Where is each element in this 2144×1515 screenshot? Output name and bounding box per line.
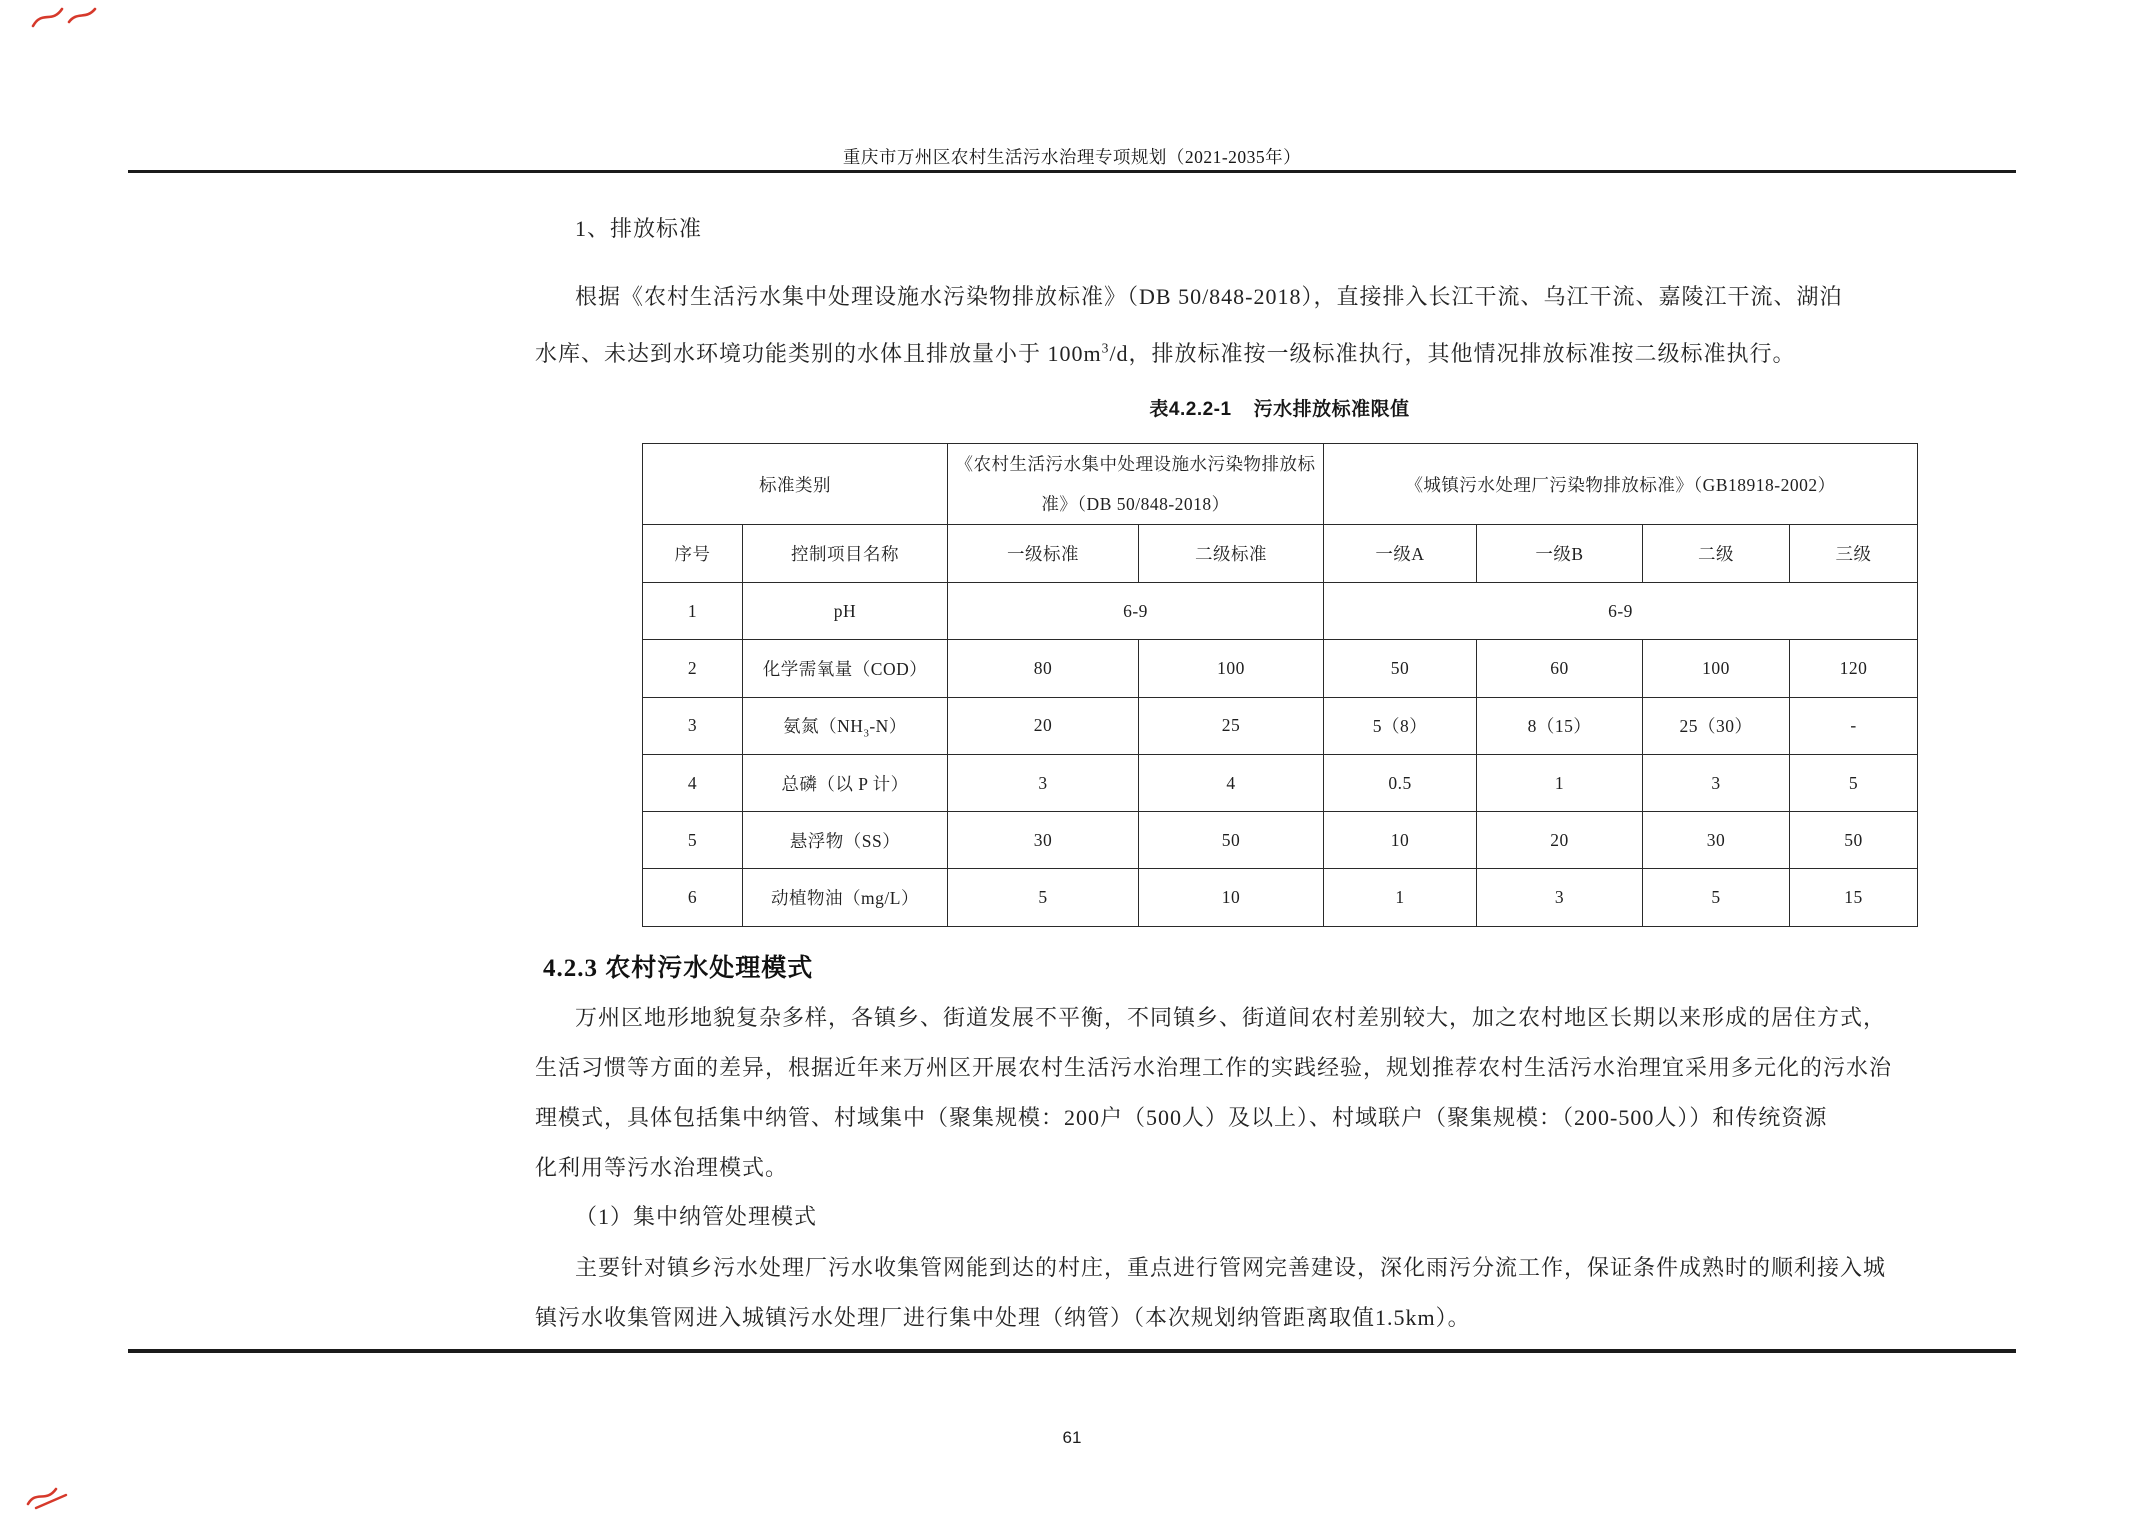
table-cell: 4: [1139, 754, 1324, 811]
table-header-cell: 一级A: [1324, 525, 1477, 583]
paragraph-line: 理模式，具体包括集中纳管、村域集中（聚集规模：200户（500人）及以上）、村域联户（聚集规模：（200-500人））和传统资源: [535, 1105, 1828, 1130]
table-header-cell: 标准类别: [643, 444, 948, 525]
header-rule: [128, 170, 2016, 173]
table-header-cell: 一级B: [1477, 525, 1643, 583]
section-heading-discharge-standards: 1、排放标准: [575, 216, 703, 241]
table-row: [643, 640, 1918, 697]
table-cell: 悬浮物（SS）: [743, 812, 948, 869]
table-cell: 25: [1139, 697, 1324, 754]
table-caption: [642, 394, 1917, 421]
paragraph-line: 镇污水收集管网进入城镇污水处理厂进行集中处理（纳管）（本次规划纳管距离取值1.5km）。: [535, 1305, 1471, 1330]
table-cell: 60: [1477, 640, 1643, 697]
table-cell: 50: [1324, 640, 1477, 697]
paragraph-line: 生活习惯等方面的差异，根据近年来万州区开展农村生活污水治理工作的实践经验，规划推荐农村生活污水治理宜采用多元化的污水治: [535, 1055, 1893, 1080]
subsection-heading-centralized-pipe-mode: （1）集中纳管处理模式: [575, 1204, 818, 1229]
table-cell: 5: [1790, 754, 1918, 811]
table-row: [643, 583, 1918, 640]
table-header-cell: 三级: [1790, 525, 1918, 583]
paragraph-line: 化利用等污水治理模式。: [535, 1155, 789, 1180]
standards-table: [642, 443, 1918, 927]
table-cell: 3: [1643, 754, 1790, 811]
table-cell: 1: [643, 583, 743, 640]
table-cell: 6: [643, 869, 743, 926]
table-cell: 6-9: [948, 583, 1324, 640]
table-cell: 5（8）: [1324, 697, 1477, 754]
table-row: [643, 754, 1918, 811]
subscript: 3: [863, 727, 870, 740]
table-cell: 化学需氧量（COD）: [743, 640, 948, 697]
table-cell: 总磷（以 P 计）: [743, 754, 948, 811]
table-header-cell: 控制项目名称: [743, 525, 948, 583]
table-header-row: [643, 444, 1918, 525]
table-cell: 8（15）: [1477, 697, 1643, 754]
table-header-cell: 序号: [643, 525, 743, 583]
paragraph-line: 主要针对镇乡污水处理厂污水收集管网能到达的村庄，重点进行管网完善建设，深化雨污分流工作，保证条件成熟时的顺利接入城: [575, 1255, 1887, 1280]
table-header-cell: 《城镇污水处理厂污染物排放标准》（GB18918-2002）: [1324, 444, 1918, 525]
table-header-cell: 二级: [1643, 525, 1790, 583]
table-cell: 120: [1790, 640, 1918, 697]
table-header-cell: 《农村生活污水集中处理设施水污染物排放标准》（DB 50/848-2018）: [948, 444, 1324, 525]
table-cell: 4: [643, 754, 743, 811]
paragraph-line: 万州区地形地貌复杂多样，各镇乡、街道发展不平衡，不同镇乡、街道间农村差别较大，加之农村地区长期以来形成的居住方式，: [575, 1005, 1887, 1030]
table-cell: 25（30）: [1643, 697, 1790, 754]
page-header-title: 重庆市万州区农村生活污水治理专项规划（2021-2035年）: [842, 147, 1302, 167]
table-cell: 15: [1790, 869, 1918, 926]
table-cell: 100: [1139, 640, 1324, 697]
footer-rule: [128, 1349, 2016, 1353]
table-cell: 5: [643, 812, 743, 869]
table-cell: 50: [1139, 812, 1324, 869]
table-cell: 1: [1477, 754, 1643, 811]
table-header-row: [643, 525, 1918, 583]
table-cell: 5: [948, 869, 1139, 926]
table-row: [643, 812, 1918, 869]
table-cell: 30: [1643, 812, 1790, 869]
table-cell: 30: [948, 812, 1139, 869]
section-heading-treatment-modes: 4.2.3 农村污水处理模式: [543, 955, 814, 982]
red-scribble-top-left-icon: [28, 3, 100, 33]
table-header-cell: 二级标准: [1139, 525, 1324, 583]
table-header-cell: 一级标准: [948, 525, 1139, 583]
table-cell: 3: [1477, 869, 1643, 926]
table-cell: 动植物油（mg/L）: [743, 869, 948, 926]
table-cell: 3: [948, 754, 1139, 811]
table-cell: 6-9: [1324, 583, 1918, 640]
table-cell: 80: [948, 640, 1139, 697]
table-cell: 20: [1477, 812, 1643, 869]
table-cell: 20: [948, 697, 1139, 754]
table-caption-title: 污水排放标准限值: [1253, 399, 1410, 420]
paragraph-line: 根据《农村生活污水集中处理设施水污染物排放标准》（DB 50/848-2018），直接排入长江干流、乌江干流、嘉陵江干流、湖泊: [575, 284, 1843, 309]
superscript: 3: [1101, 340, 1110, 356]
table-cell: 10: [1139, 869, 1324, 926]
table-row: [643, 697, 1918, 754]
table-cell: -: [1790, 697, 1918, 754]
paragraph-line: 水库、未达到水环境功能类别的水体且排放量小于 $100m^3/d$，排放标准按一级标准执行，其他情况排放标准按二级标准执行。: [535, 340, 1796, 366]
table-cell: 2: [643, 640, 743, 697]
table-cell: 50: [1790, 812, 1918, 869]
table-cell: pH: [743, 583, 948, 640]
table-cell: 10: [1324, 812, 1477, 869]
table-cell: 氨氮$(NH_3-N)$: [743, 697, 948, 754]
page-number: 61: [1062, 1428, 1082, 1447]
table-cell: 3: [643, 697, 743, 754]
table-cell: 1: [1324, 869, 1477, 926]
table-cell: 5: [1643, 869, 1790, 926]
table-caption-number: 表4.2.2-1: [1149, 399, 1232, 420]
table-cell: 100: [1643, 640, 1790, 697]
table-row: [643, 869, 1918, 926]
table-cell: 0.5: [1324, 754, 1477, 811]
red-scribble-bottom-left-icon: [24, 1484, 74, 1512]
